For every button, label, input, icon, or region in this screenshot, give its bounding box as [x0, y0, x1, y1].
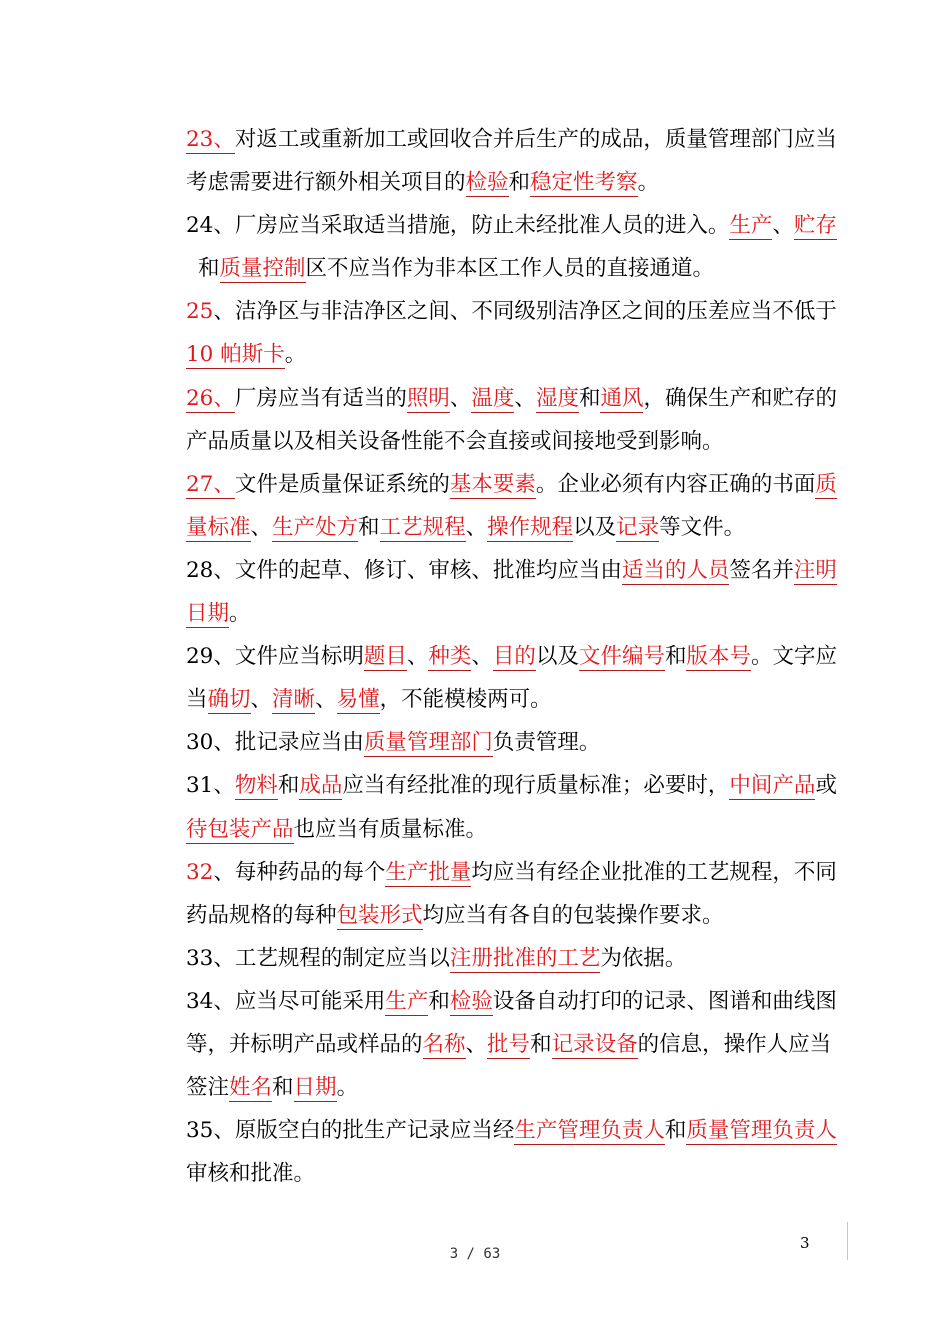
text-line: [186, 463, 858, 506]
text-segment: 31、: [186, 773, 235, 799]
text-segment: 和: [508, 170, 531, 196]
text-segment: 也应当有质量标准。: [293, 816, 488, 842]
text-line: [186, 980, 858, 1023]
answer-blank: 中间产品: [729, 773, 816, 799]
text-line: [186, 764, 858, 807]
answer-blank: 湿度: [535, 385, 579, 411]
text-line: [186, 851, 858, 894]
item-number: 25: [186, 299, 214, 325]
text-segment: 均应当有经企业批准的工艺规程，不同: [471, 859, 837, 885]
text-segment: 和: [428, 988, 450, 1014]
answer-blank: 10 帕斯卡: [186, 342, 285, 368]
text-segment: 设备自动打印的记录、图谱和曲线图: [492, 988, 837, 1014]
text-segment: 和: [664, 1118, 687, 1144]
answer-blank: 操作规程: [487, 514, 574, 540]
text-segment: 厂房应当有适当的: [234, 385, 407, 411]
text-segment: 、: [465, 514, 488, 540]
answer-blank: 易懂: [336, 687, 380, 713]
text-segment: 区不应当作为非本区工作人员的直接通道。: [305, 256, 715, 282]
text-segment: 、: [465, 1031, 488, 1057]
text-segment: 和: [277, 773, 300, 799]
answer-blank: 质量控制: [219, 256, 306, 282]
text-line: [186, 118, 858, 161]
answer-blank: 包装形式: [336, 902, 423, 928]
answer-blank: 记录: [616, 514, 660, 540]
text-segment: 和: [664, 644, 687, 670]
text-segment: 、每种药品的每个: [213, 859, 386, 885]
text-segment: 为依据。: [600, 945, 687, 971]
text-segment: 等文件。: [659, 514, 746, 540]
answer-blank: 质量管理部门: [363, 730, 493, 756]
page-counter: 3 / 63: [449, 1246, 501, 1262]
answer-blank: 注册批准的工艺: [449, 945, 601, 971]
answer-blank: 质: [815, 471, 837, 497]
text-segment: 、: [315, 687, 337, 713]
text-segment: 产品质量以及相关设备性能不会直接或间接地受到影响。: [186, 428, 724, 454]
answer-blank: 清晰: [272, 687, 316, 713]
text-line: [186, 635, 858, 678]
text-segment: 35、原版空白的批生产记录应当经: [186, 1118, 515, 1144]
answer-blank: 确切: [207, 687, 251, 713]
text-segment: 。文字应: [751, 644, 838, 670]
text-segment: 和: [358, 514, 380, 540]
text-segment: 30、批记录应当由: [186, 730, 364, 756]
answer-blank: 适当的人员: [621, 557, 730, 583]
answer-blank: 检验: [449, 988, 493, 1014]
answer-blank: 生产处方: [272, 514, 359, 540]
text-line: [186, 377, 858, 420]
text-segment: 等，并标明产品或样品的: [186, 1031, 423, 1057]
answer-blank: 种类: [428, 644, 472, 670]
text-segment: 、: [250, 514, 273, 540]
text-segment: 28、文件的起草、修订、审核、批准均应当由: [186, 557, 622, 583]
text-line: [186, 721, 858, 764]
answer-blank: 生产批量: [385, 859, 472, 885]
header-page-number: 3: [800, 1234, 810, 1252]
text-line: [186, 894, 858, 937]
answer-blank: 检验: [465, 170, 509, 196]
answer-blank: 通风: [600, 385, 644, 411]
answer-blank: 量标准: [186, 514, 251, 540]
text-segment: 29、文件应当标明: [186, 644, 364, 670]
answer-blank: 照明: [406, 385, 450, 411]
answer-blank: 质量管理负责人: [686, 1118, 837, 1144]
text-line: [186, 1109, 858, 1152]
text-segment: 、: [406, 644, 429, 670]
text-line: [186, 420, 858, 463]
text-line: [186, 506, 858, 549]
answer-blank: 注明: [793, 557, 837, 583]
answer-blank: 基本要素: [449, 471, 536, 497]
answer-blank: 目的: [492, 644, 536, 670]
text-segment: 。: [229, 601, 251, 627]
answer-blank: 文件编号: [578, 644, 665, 670]
text-segment: 、: [449, 385, 472, 411]
text-line: [186, 1152, 858, 1195]
text-segment: ，不能模棱两可。: [379, 687, 552, 713]
answer-blank: 记录设备: [551, 1031, 638, 1057]
text-segment: 以及: [535, 644, 579, 670]
text-segment: 以及: [573, 514, 617, 540]
answer-blank: 27、: [186, 471, 235, 497]
text-segment: 、: [250, 687, 273, 713]
item-number: 32: [186, 859, 214, 885]
answer-blank: 26、: [186, 385, 235, 411]
text-segment: 负责管理。: [492, 730, 601, 756]
answer-blank: 版本号: [686, 644, 751, 670]
text-segment: 当: [186, 687, 208, 713]
answer-blank: 贮存: [793, 213, 837, 239]
text-segment: 、: [471, 644, 493, 670]
text-segment: 34、应当尽可能采用: [186, 988, 386, 1014]
text-segment: 或: [815, 773, 837, 799]
text-line: [186, 549, 858, 592]
text-segment: 和: [530, 1031, 552, 1057]
text-segment: 24、厂房应当采取适当措施，防止未经批准人员的进入。: [186, 213, 730, 239]
answer-blank: 待包装产品: [186, 816, 294, 842]
text-line: [186, 161, 858, 204]
text-segment: 和: [578, 385, 601, 411]
text-line: [186, 937, 858, 980]
text-line: [186, 1023, 858, 1066]
answer-blank: 工艺规程: [379, 514, 466, 540]
text-segment: 。: [284, 342, 307, 368]
answer-blank: 23、: [186, 127, 235, 152]
text-segment: 、: [514, 385, 536, 411]
document-body: [186, 118, 858, 1195]
answer-blank: 名称: [422, 1031, 466, 1057]
answer-blank: 批号: [487, 1031, 531, 1057]
text-segment: 、洁净区与非洁净区之间、不同级别洁净区之间的压差应当不低于: [213, 299, 837, 325]
text-line: [186, 808, 858, 851]
answer-blank: 成品: [299, 773, 343, 799]
text-segment: 33、工艺规程的制定应当以: [186, 945, 450, 971]
text-line: [186, 592, 858, 635]
text-line: [186, 247, 858, 290]
text-segment: 和: [272, 1075, 294, 1101]
answer-blank: 温度: [471, 385, 515, 411]
answer-blank: 生产: [729, 213, 773, 239]
text-segment: 。企业必须有内容正确的书面: [535, 471, 816, 497]
answer-blank: 生产: [385, 988, 429, 1014]
text-line: [186, 333, 858, 376]
answer-blank: 物料: [234, 773, 278, 799]
text-segment: 考虑需要进行额外相关项目的: [186, 170, 466, 196]
answer-blank: 稳定性考察: [530, 170, 638, 196]
text-segment: 。: [637, 170, 660, 196]
answer-blank: 日期: [293, 1075, 337, 1101]
text-line: [186, 290, 858, 333]
text-segment: ，确保生产和贮存的: [643, 385, 837, 411]
text-segment: 审核和批准。: [186, 1161, 316, 1187]
answer-blank: 姓名: [229, 1075, 273, 1101]
text-segment: 的信息，操作人应当: [637, 1031, 832, 1057]
answer-blank: 生产管理负责人: [514, 1118, 665, 1144]
text-segment: 。: [336, 1075, 359, 1101]
text-segment: 和: [198, 256, 220, 282]
text-segment: 文件是质量保证系统的: [234, 471, 450, 497]
text-segment: 签注: [186, 1075, 230, 1101]
text-segment: 应当有经批准的现行质量标准；必要时，: [342, 773, 730, 799]
text-segment: 药品规格的每种: [186, 902, 337, 928]
answer-blank: 日期: [186, 601, 230, 627]
text-segment: 、: [772, 213, 794, 239]
text-segment: 签名并: [729, 557, 794, 583]
text-segment: 均应当有各自的包装操作要求。: [422, 902, 724, 928]
text-line: [186, 204, 858, 247]
text-line: [186, 678, 858, 721]
answer-blank: 题目: [363, 644, 407, 670]
text-segment: 对返工或重新加工或回收合并后生产的成品，质量管理部门应当: [234, 127, 837, 152]
text-line: [186, 1066, 858, 1109]
